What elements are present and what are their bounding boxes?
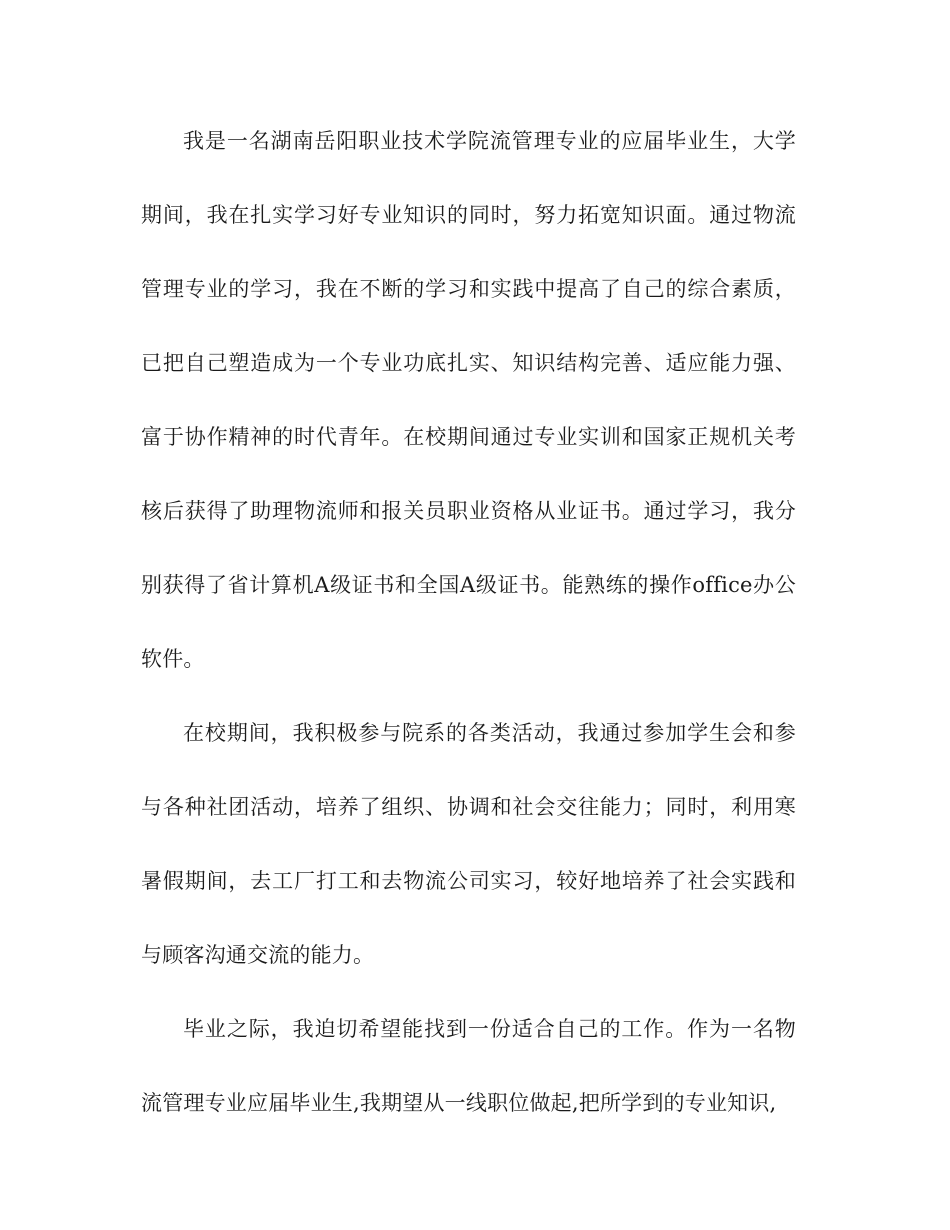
paragraph-2: 在校期间，我积极参与院系的各类活动，我通过参加学生会和参与各种社团活动，培养了组织、协调和社会交往能力；同时，利用寒暑假期间，去工厂打工和去物流公司实习，较好地培养了社会实践和与顾客沟通交流的能力。 <box>141 721 796 967</box>
paragraph-3: 毕业之际，我迫切希望能找到一份适合自己的工作。作为一名物流管理专业应届毕业生,我期望从一线职位做起,把所学到的专业知识, <box>141 1017 796 1115</box>
document-body <box>141 104 796 1140</box>
paragraph-1: 我是一名湖南岳阳职业技术学院流管理专业的应届毕业生，大学期间，我在扎实学习好专业知识的同时，努力拓宽知识面。通过物流管理专业的学习，我在不断的学习和实践中提高了自己的综合素质，已把自己塑造成为一个专业功底扎实、知识结构完善、适应能力强、富于协作精神的时代青年。在校期间通过专业实训和国家正规机关考核后获得了助理物流师和报关员职业资格从业证书。通过学习，我分别获得了省计算机A级证书和全国A级证书。能熟练的操作office办公软件。 <box>141 129 796 671</box>
